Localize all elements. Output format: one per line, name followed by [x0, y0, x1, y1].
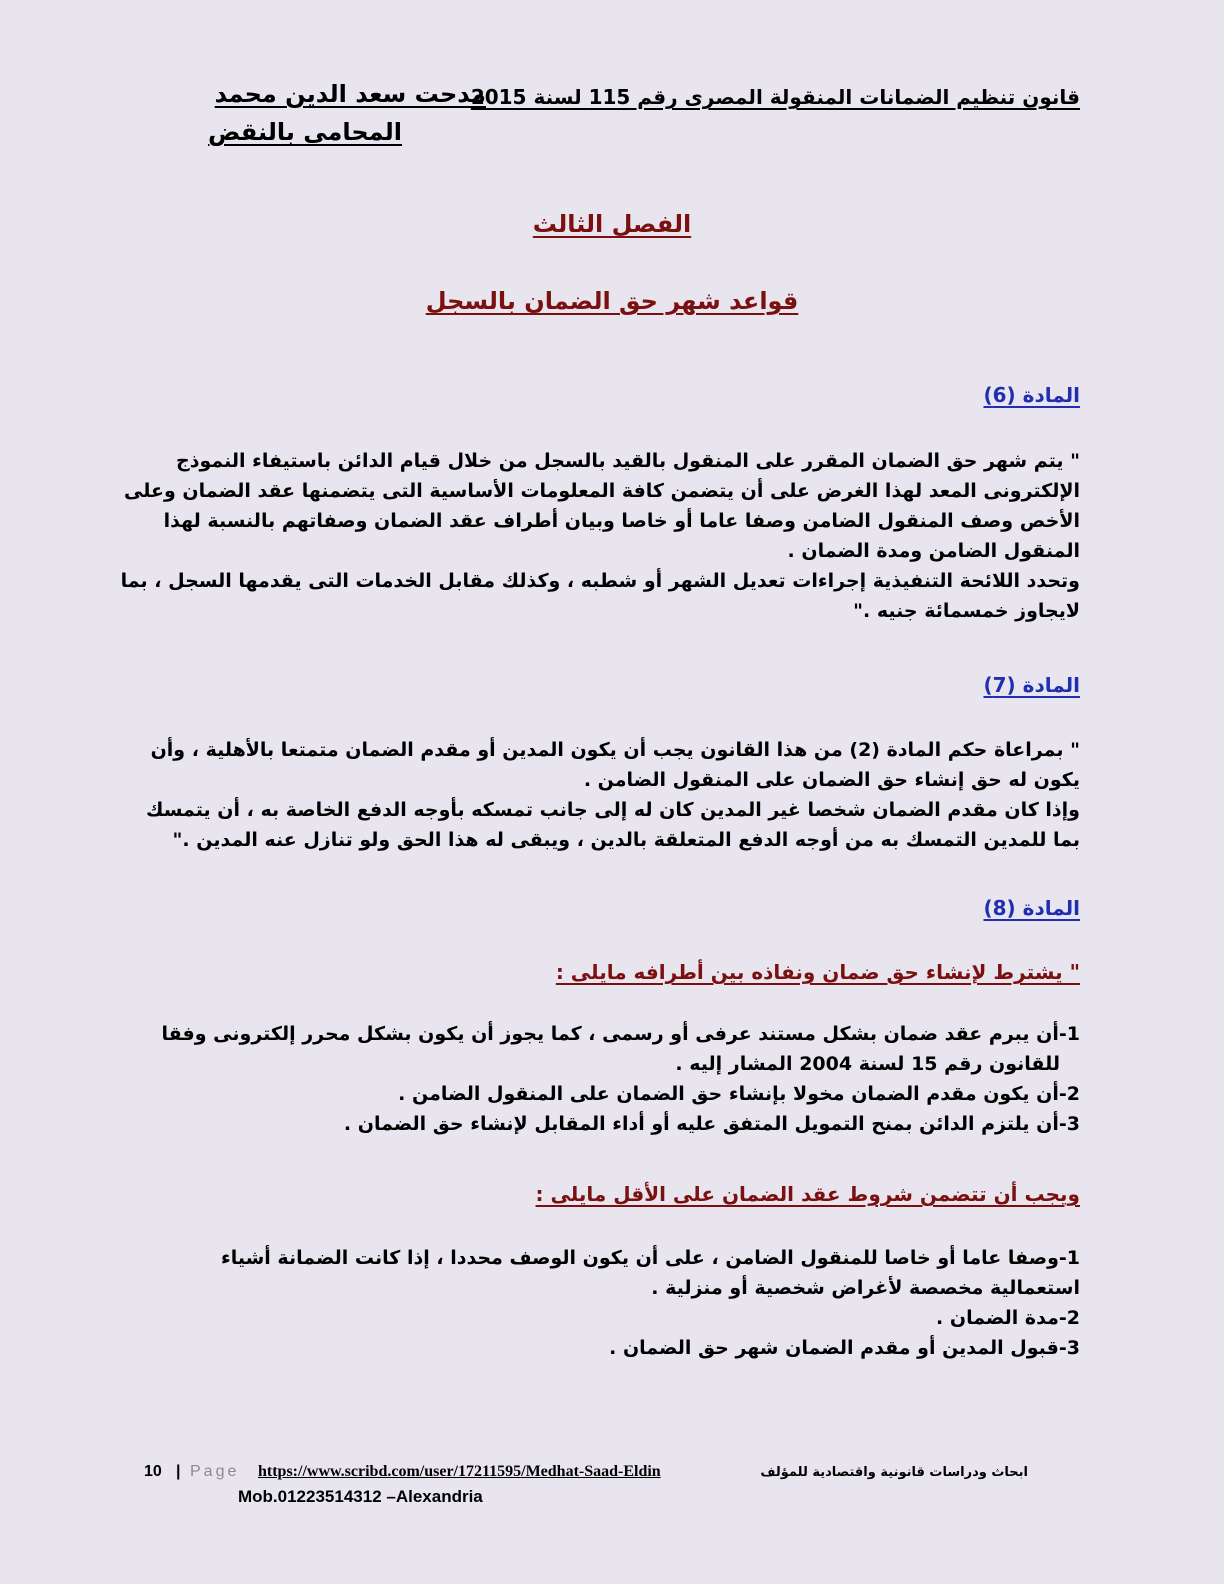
article-7-line: يكون له حق إنشاء حق الضمان على المنقول الضامن .: [583, 769, 1080, 791]
list-line: للقانون رقم 15 لسنة 2004 المشار إليه .: [675, 1053, 1060, 1075]
article-6-title: المادة (6): [983, 383, 1080, 407]
page-number: 10: [144, 1463, 162, 1480]
chapter-subtitle: قواعد شهر حق الضمان بالسجل: [425, 287, 799, 315]
article-8-list-1: [140, 1019, 1080, 1139]
article-8-list-2: [140, 1243, 1080, 1363]
article-8-contract-heading: ويجب أن تتضمن شروط عقد الضمان على الأقل مايلى :: [535, 1182, 1080, 1206]
article-6-line: الإلكترونى المعد لهذا الغرض على أن يتضمن كافة المعلومات الأساسية التى يتضمنها عقد الضمان وعلى: [124, 480, 1080, 502]
author-link[interactable]: https://www.scribd.com/user/17211595/Medhat-Saad-Eldin: [258, 1463, 661, 1480]
article-7-line: " بمراعاة حكم المادة (2) من هذا القانون يجب أن يكون المدين أو مقدم الضمان متمتعا بالأهلية ، وأن: [150, 739, 1080, 761]
list-line: 1-أن يبرم عقد ضمان بشكل مستند عرفى أو رسمى ، كما يجوز أن يكون بشكل محرر إلكترونى وفقا: [161, 1023, 1080, 1045]
footer: [144, 1458, 1044, 1486]
article-7-text: [140, 735, 1080, 855]
article-6-line: المنقول الضامن ومدة الضمان .: [787, 540, 1080, 562]
article-6-line: وتحدد اللائحة التنفيذية إجراءات تعديل الشهر أو شطبه ، وكذلك مقابل الخدمات التى يقدمها السجل ، بما: [120, 570, 1080, 592]
article-6-line: " يتم شهر حق الضمان المقرر على المنقول بالقيد بالسجل من خلال قيام الدائن باستيفاء النموذج: [176, 450, 1080, 472]
chapter-title: الفصل الثالث: [532, 210, 692, 238]
list-line: 3-قبول المدين أو مقدم الضمان شهر حق الضمان .: [609, 1337, 1080, 1359]
list-line: 1-وصفا عاما أو خاصا للمنقول الضامن ، على أن يكون الوصف محددا ، إذا كانت الضمانة أشياء: [221, 1247, 1080, 1269]
article-8-title: المادة (8): [983, 896, 1080, 920]
author-role: المحامى بالنقض: [208, 118, 402, 146]
list-line: 2-أن يكون مقدم الضمان مخولا بإنشاء حق الضمان على المنقول الضامن .: [398, 1083, 1080, 1105]
author-name: مدحت سعد الدين محمد: [214, 80, 486, 108]
article-8-conditions-heading: " يشترط لإنشاء حق ضمان ونفاذه بين أطرافه مايلى :: [555, 960, 1080, 984]
footer-author-note: ابحاث ودراسات قانونية واقتصادية للمؤلف: [760, 1465, 1028, 1480]
page-label: Page: [190, 1463, 240, 1480]
article-7-title: المادة (7): [983, 673, 1080, 697]
article-7-line: بما للمدين التمسك به من أوجه الدفع المتعلقة بالدين ، ويبقى له هذا الحق ولو تنازل عنه المدين .": [172, 829, 1080, 851]
list-line: 3-أن يلتزم الدائن بمنح التمويل المتفق عليه أو أداء المقابل لإنشاء حق الضمان .: [343, 1113, 1080, 1135]
law-title: قانون تنظيم الضمانات المنقولة المصرى رقم 115 لسنة 2015: [470, 85, 1080, 109]
list-line: 2-مدة الضمان .: [936, 1307, 1080, 1329]
list-line: استعمالية مخصصة لأغراض شخصية أو منزلية .: [651, 1277, 1080, 1299]
article-6-line: الأخص وصف المنقول الضامن وصفا عاما أو خاصا وبيان أطراف عقد الضمان وصفاتهم بالنسبة لهذا: [163, 510, 1080, 532]
article-6-line: لايجاوز خمسمائة جنيه .": [853, 600, 1080, 622]
page-separator: |: [176, 1463, 181, 1480]
footer-mobile: Mob.01223514312 –Alexandria: [238, 1487, 483, 1506]
article-7-line: وإذا كان مقدم الضمان شخصا غير المدين كان له إلى جانب تمسكه بأوجه الدفع الخاصة به ، أن يتمسك: [146, 799, 1080, 821]
article-6-text: [120, 446, 1080, 626]
